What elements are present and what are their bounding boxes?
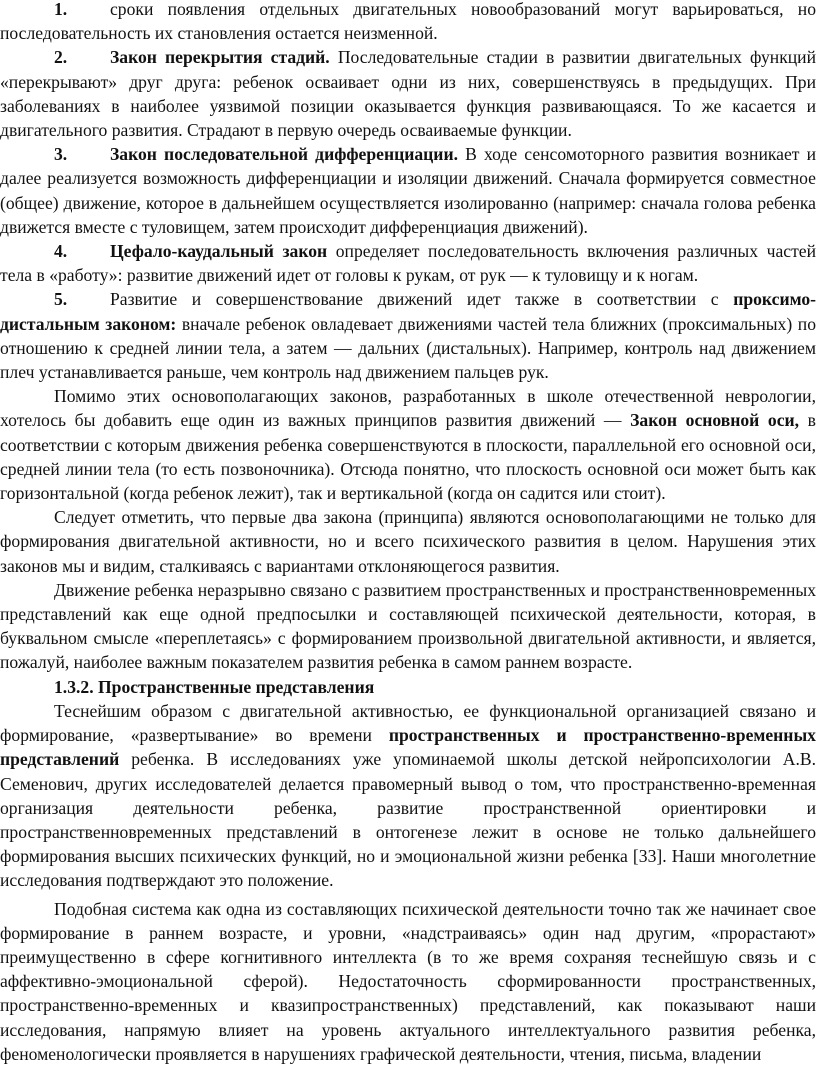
paragraph-text-before: Теснейшим образом с двигательной активностью, ее функциональной организацией связано и формирование, «развертывание» во времени xyxy=(0,700,816,746)
law-text: определяет последовательность включения различных частей тела в «работу»: развитие движений идет от головы к рукам, от рук — к туловищу и к ногам. xyxy=(0,241,816,286)
paragraph-text: в соответствии с которым движения ребенка совершенствуются в плоскости, параллельной его основной оси, средней линии тела (то есть позвоночника). Отсюда понятно, что плоскость основной оси может быть как горизонтальной (когда ребенок лежит), так и вертикальной (когда он садится или стоит). xyxy=(0,410,816,504)
law-title: Закон перекрытия стадий. xyxy=(110,47,330,68)
law-item-1 xyxy=(0,0,816,45)
law-text: вначале ребенок овладевает движениями частей тела ближних (проксимальных) по отношению к средней линии тела, а затем — дальних (дистальных). Например, контроль над движением плеч устанавливается раньше, чем контроль над движением пальцев рук. xyxy=(0,313,816,383)
law-item-5 xyxy=(0,287,816,384)
paragraph-movement: Движение ребенка неразрывно связано с развитием пространственных и пространственновременных представлений как еще одной предпосылки и составляющей психической деятельности, которая, в буквальном смысле «переплетаясь» с формированием произвольной двигательной активности, и является, пожалуй, наиболее важным показателем развития ребенка в самом раннем возрасте. xyxy=(0,579,816,673)
paragraph-system: Подобная система как одна из составляющих психической деятельности точно так же начинает свое формирование в раннем возрасте, и уровни, «надстраиваясь» один над другим, «прорастают» преимущественно в сфере когнитивного интеллекта (в то же время сохраняя теснейшую связь и с аффективно-эмоциональной сферой). Недостаточность сформированности пространственных, пространственно-временных и квазипространственных) представлений, как показывают наши исследования, напрямую влияет на уровень актуального интеллектуального развития ребенка, феноменологически проявляется в нарушениях графической деятельности, чтения, письма, владении xyxy=(0,898,816,1064)
law-text: В ходе сенсомоторного развития возникает и далее реализуется возможность дифференциации и изоляции движений. Сначала формируется совместное (общее) движение, которое в дальнейшем осуществляется изолированно (например: сначала голова ребенка движется вместе с туловищем, затем происходит дифференциация движений). xyxy=(0,144,816,237)
law-text: Последовательные стадии в развитии двигательных функций «перекрывают» друг друга: ребенок осваивает одни из них, совершенствуясь в предыдущих. При заболеваниях в наиболее уязвимой позиции оказывается функция развивающаяся. То же касается и двигательного развития. Страдают в первую очередь осваиваемые функции. xyxy=(0,47,816,141)
law-text-before: Развитие и совершенствование движений идет также в соответствии с xyxy=(110,289,734,310)
law-text: сроки появления отдельных двигательных новообразований могут варьироваться, но последовательность их становления остается неизменной. xyxy=(0,0,816,44)
law-title: Цефало-каудальный закон xyxy=(110,241,328,262)
law-number: 4. xyxy=(54,241,68,262)
paragraph-bold-term: Закон основной оси, xyxy=(630,410,800,431)
law-item-4 xyxy=(0,239,816,287)
law-number: 2. xyxy=(54,47,68,68)
paragraph-bold-term: пространственных и пространственно-временных представлений xyxy=(0,725,816,770)
paragraph-text-before: Помимо этих основополагающих законов, разработанных в школе отечественной неврологии, хотелось бы добавить еще один из важных принципов развития движений — xyxy=(0,386,816,431)
law-number: 3. xyxy=(54,144,68,165)
law-title: проксимо-дистальным законом: xyxy=(0,289,816,334)
paragraph-text: ребенка. В исследованиях уже упоминаемой школы детской нейропсихологии А.В. Семенович, других исследователей делается правомерный вывод о том, что пространственно-временная организация деятельности ребенка, развитие пространственной ориентировки и пространственновременных представлений в онтогенезе лежит в основе не только дальнейшего формирования высших психических функций, но и эмоциональной жизни ребенка [33]. Наши многолетние исследования подтверждают это положение. xyxy=(0,749,816,891)
law-number: 1. xyxy=(54,0,68,19)
paragraph-main-axis xyxy=(0,384,816,505)
paragraph-spatial xyxy=(0,699,816,893)
law-item-2 xyxy=(0,45,816,142)
law-item-3 xyxy=(0,142,816,239)
law-title: Закон последовательной дифференциации. xyxy=(110,144,458,165)
paragraph-first-two-laws: Следует отметить, что первые два закона (принципа) являются основополагающими не только для формирования двигательной активности, но и всего психического развития в целом. Нарушения этих законов мы и видим, сталкиваясь с вариантами отклоняющегося развития. xyxy=(0,507,816,576)
law-number: 5. xyxy=(54,289,68,310)
section-heading: 1.3.2. Пространственные представления xyxy=(54,676,375,697)
